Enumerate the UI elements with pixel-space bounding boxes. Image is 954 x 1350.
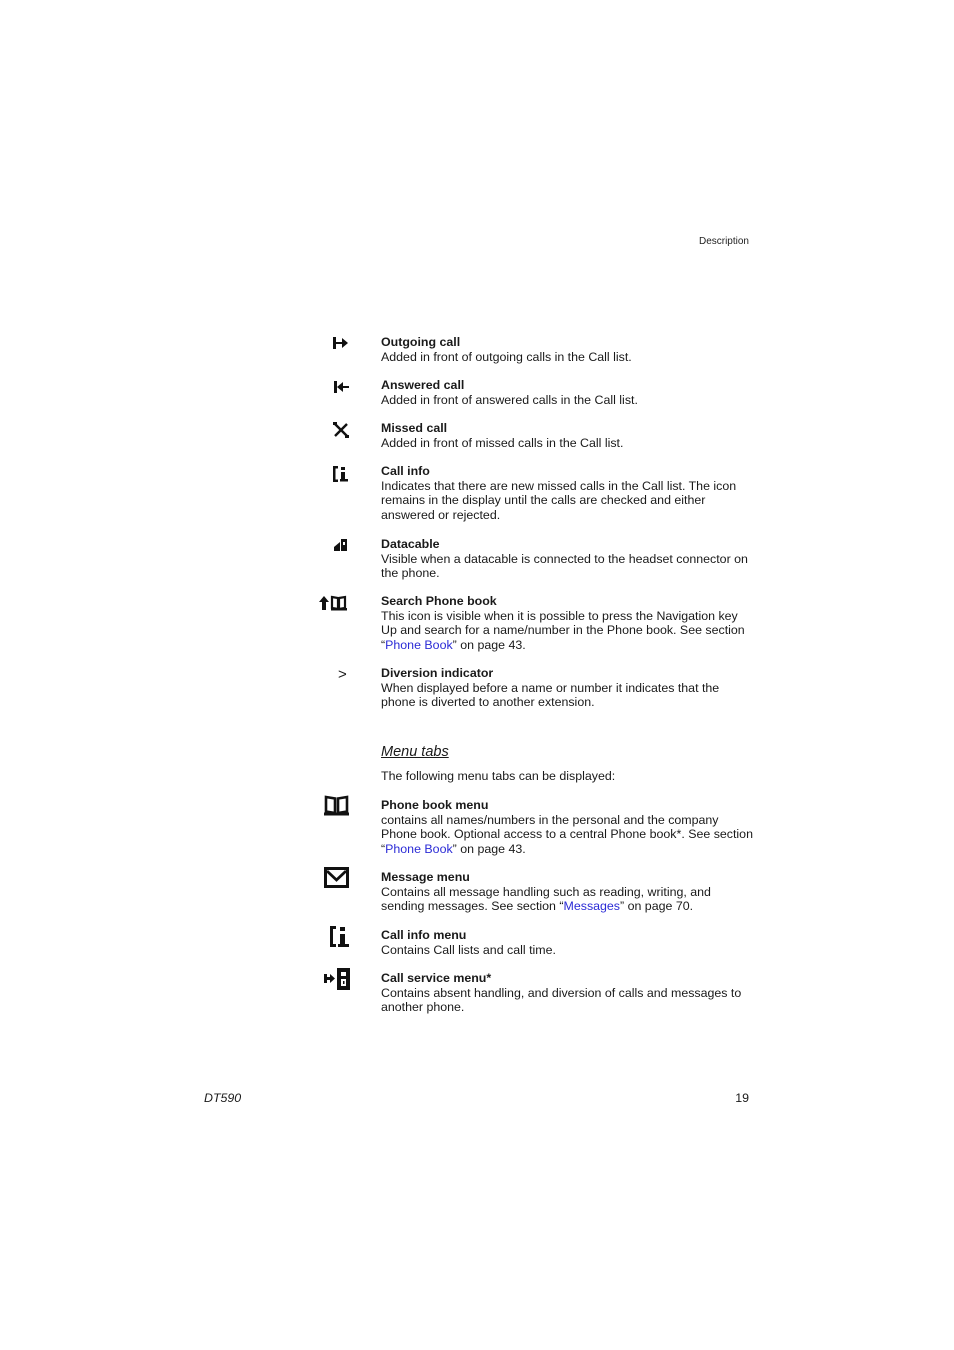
call-service-menu-icon — [324, 968, 350, 990]
call-info-icon — [333, 466, 349, 482]
messages-link[interactable]: Messages — [563, 899, 621, 913]
entry-description: Contains all message handling such as reading, writing, and sending messages. See section “Messages” on page 70. — [381, 884, 711, 913]
entry-answered-call — [381, 378, 753, 407]
entry-outgoing-call — [381, 335, 753, 364]
running-header: Description — [698, 236, 749, 247]
entry-title: Outgoing call — [381, 335, 461, 349]
entry-description: Contains absent handling, and diversion of calls and messages to another phone. — [381, 985, 742, 1014]
call-info-menu-icon — [330, 926, 349, 947]
entry-diversion-indicator — [381, 666, 753, 710]
entry-title: Call info menu — [381, 928, 467, 942]
menu-tab-message — [381, 870, 753, 914]
diversion-indicator-icon: > — [338, 666, 347, 683]
footer-model: DT590 — [204, 1091, 242, 1105]
entry-title: Missed call — [381, 421, 448, 435]
entry-description: Visible when a datacable is connected to the headset connector on the phone. — [381, 551, 748, 580]
entry-title: Answered call — [381, 378, 465, 392]
entry-title: Message menu — [381, 870, 470, 884]
entry-title: Datacable — [381, 537, 440, 551]
phone-book-link[interactable]: Phone Book — [385, 637, 453, 652]
entry-search-phone-book — [381, 594, 753, 652]
entry-title: Phone book menu — [381, 798, 489, 812]
section-title: Menu tabs — [381, 744, 449, 760]
search-phone-book-icon — [319, 595, 349, 611]
datacable-icon — [334, 539, 348, 551]
entry-description: Contains Call lists and call time. — [381, 942, 556, 957]
menu-tab-call-info — [381, 928, 753, 957]
entry-title: Call info — [381, 464, 430, 478]
entry-description: Indicates that there are new missed calls in the Call list. The icon remains in the display until the calls are checked and either answered or rejected. — [381, 478, 737, 522]
entry-missed-call — [381, 421, 753, 450]
entry-description: contains all names/numbers in the personal and the company Phone book. Optional access to a central Phone book*. See section “Phone Book” on page 43. — [381, 812, 753, 856]
answered-call-icon — [334, 380, 350, 394]
entry-title: Search Phone book — [381, 594, 497, 608]
entry-description: This icon is visible when it is possible to press the Navigation key Up and search for a name/number in the Phone book. See section “Phone Book” on page 43. — [381, 608, 745, 652]
page-number: 19 — [735, 1091, 749, 1105]
message-menu-icon — [324, 867, 349, 888]
entry-call-info — [381, 464, 753, 522]
entry-title: Call service menu* — [381, 971, 492, 985]
section-intro: The following menu tabs can be displayed: — [381, 769, 616, 783]
menu-tab-call-service — [381, 971, 753, 1015]
phone-book-link[interactable]: Phone Book — [385, 841, 453, 856]
phone-book-menu-icon — [324, 795, 349, 816]
entry-description: Added in front of answered calls in the Call list. — [381, 392, 638, 407]
missed-call-icon — [333, 422, 349, 438]
entry-datacable — [381, 537, 753, 581]
outgoing-call-icon — [333, 336, 349, 350]
menu-tab-phone-book — [381, 798, 753, 856]
entry-description: Added in front of outgoing calls in the Call list. — [381, 349, 632, 364]
entry-description: When displayed before a name or number it indicates that the phone is diverted to another extension. — [381, 680, 720, 709]
entry-title: Diversion indicator — [381, 666, 494, 680]
entry-description: Added in front of missed calls in the Call list. — [381, 435, 624, 450]
